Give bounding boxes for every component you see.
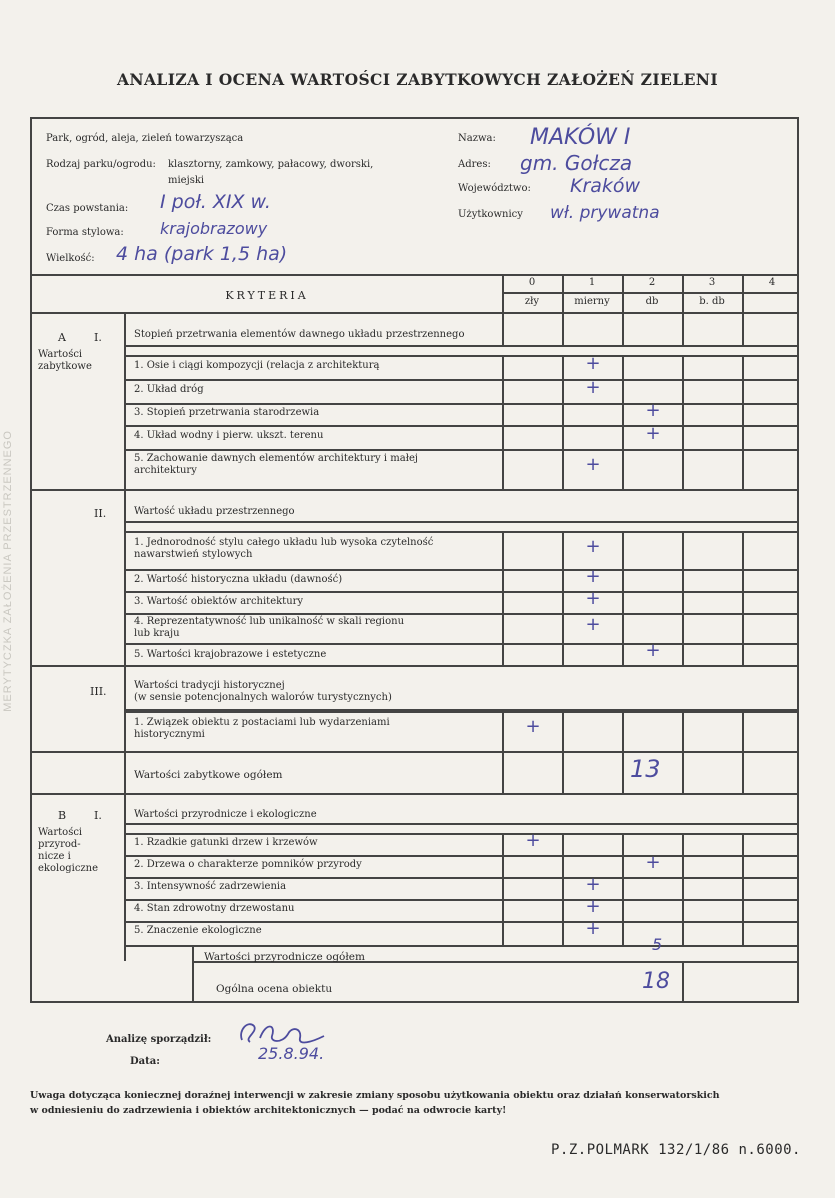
criterion-text: 5. Wartości krajobrazowe i estetyczne — [134, 649, 327, 660]
total-b-label: Wartości przyrodnicze ogółem — [204, 951, 365, 963]
score-mark: + — [585, 614, 601, 635]
score-label-0: zły — [524, 296, 540, 307]
row-rule — [124, 569, 799, 571]
row-rule — [32, 489, 799, 491]
column-rule — [622, 711, 624, 793]
section-b-roman: I. — [94, 809, 102, 822]
criterion-text: 4. Układ wodny i pierw. ukszt. terenu — [134, 430, 324, 441]
score-mark: + — [585, 353, 601, 374]
total-a-value: 13 — [630, 755, 661, 783]
group-a1-heading: Stopień przetrwania elementów dawnego układu przestrzennego — [134, 329, 465, 340]
style-value: krajobrazowy — [160, 219, 268, 238]
score-mark: + — [645, 400, 661, 421]
score-mark: + — [525, 716, 541, 737]
row-rule — [124, 711, 799, 713]
row-rule — [124, 877, 799, 879]
criterion-text: 3. Intensywność zadrzewienia — [134, 881, 287, 892]
score-mark: + — [585, 896, 601, 917]
score-num-0: 0 — [528, 277, 536, 288]
column-rule — [622, 833, 624, 945]
criterion-text: 5. Zachowanie dawnych elementów architektury i małej architektury — [134, 453, 418, 476]
header-divider — [32, 274, 799, 276]
column-rule — [192, 945, 194, 1003]
criterion-text: 5. Znaczenie ekologiczne — [134, 925, 262, 936]
column-rule — [562, 833, 564, 945]
note-line-1: Uwaga dotycząca koniecznej doraźnej interwencji w zakresie zmiany sposobu użytkowania obiektu oraz działań konserwatorskich — [30, 1090, 720, 1101]
criteria-heading: KRYTERIA — [225, 289, 309, 302]
side-watermark-text: MERYTYCZKA ZAŁOŻENIA PRZESTRZENNEGO — [2, 430, 14, 712]
score-num-3: 3 — [708, 277, 716, 288]
row-rule — [124, 613, 799, 615]
size-value: 4 ha (park 1,5 ha) — [116, 243, 288, 265]
column-rule — [502, 711, 504, 793]
section-b-name: Wartości przyrod- nicze i ekologiczne — [38, 827, 99, 874]
date-label: Data: — [130, 1056, 160, 1067]
column-rule — [502, 833, 504, 945]
section-a-code: A — [58, 331, 66, 344]
criterion-text: 1. Związek obiektu z postaciami lub wydarzeniami historycznymi — [134, 717, 390, 740]
row-rule — [124, 643, 799, 645]
column-rule — [502, 531, 504, 665]
column-rule — [742, 531, 744, 665]
column-rule — [124, 312, 126, 961]
criteria-header-bottom — [32, 312, 799, 314]
type-label: Rodzaj parku/ogrodu: — [46, 159, 156, 170]
prepared-label: Analizę sporządził: — [106, 1034, 212, 1045]
period-value: I poł. XIX w. — [160, 191, 271, 213]
row-rule — [124, 531, 799, 533]
park-label: Park, ogród, aleja, zieleń towarzysząca — [46, 133, 244, 144]
criterion-text: 2. Drzewa o charakterze pomników przyrody — [134, 859, 362, 870]
total-b-value: 5 — [652, 935, 663, 954]
score-mark: + — [585, 588, 601, 609]
print-code: P.Z.POLMARK 132/1/86 n.6000. — [550, 1142, 801, 1158]
address-label: Adres: — [458, 159, 491, 170]
score-mark: + — [525, 830, 541, 851]
score-num-4: 4 — [768, 277, 776, 288]
users-value: wł. prywatna — [550, 203, 660, 223]
group-b1-heading: Wartości przyrodnicze i ekologiczne — [134, 809, 317, 820]
row-rule — [124, 591, 799, 593]
row-rule — [124, 521, 799, 523]
criterion-text: 3. Stopień przetrwania starodrzewia — [134, 407, 320, 418]
section-b-code: B — [58, 809, 67, 822]
column-rule — [682, 751, 684, 793]
group-a3-heading: Wartości tradycji historycznej (w sensie potencjonalnych walorów turystycznych) — [134, 680, 392, 703]
column-rule — [562, 711, 564, 793]
column-rule — [742, 711, 744, 793]
document-title: ANALIZA I OCENA WARTOŚCI ZABYTKOWYCH ZAŁOŻEŃ ZIELENI — [116, 70, 718, 89]
score-label-2: db — [645, 296, 659, 307]
row-rule — [32, 751, 799, 753]
note-line-2: w odniesieniu do zadrzewienia i obiektów architektonicznych — podać na odwrocie karty! — [30, 1105, 507, 1116]
section-a-roman: I. — [94, 331, 102, 344]
column-rule — [682, 961, 684, 1003]
column-rule — [622, 355, 624, 489]
row-rule — [32, 793, 799, 795]
score-header-divider — [502, 292, 799, 294]
date-value: 25.8.94. — [258, 1044, 325, 1063]
row-rule — [32, 665, 799, 667]
column-rule — [562, 531, 564, 665]
row-rule — [124, 899, 799, 901]
row-rule — [124, 379, 799, 381]
voivodeship-label: Województwo: — [458, 183, 531, 194]
type-options-1: klasztorny, zamkowy, pałacowy, dworski, — [168, 159, 374, 170]
score-num-1: 1 — [588, 277, 596, 288]
score-mark: + — [645, 423, 661, 444]
column-rule — [682, 531, 684, 665]
criterion-text: 1. Jednorodność stylu całego układu lub wysoka czytelność nawarstwień stylowych — [134, 537, 434, 560]
score-mark: + — [645, 640, 661, 661]
score-label-1: mierny — [574, 296, 610, 307]
score-mark: + — [585, 874, 601, 895]
row-rule — [124, 355, 799, 357]
section-a-ii: II. — [94, 507, 107, 520]
name-value: MAKÓW I — [530, 125, 631, 150]
type-options-2: miejski — [168, 175, 205, 186]
column-rule — [562, 355, 564, 489]
criterion-text: 2. Układ dróg — [134, 384, 204, 395]
criterion-text: 4. Reprezentatywność lub unikalność w skali regionu lub kraju — [134, 616, 405, 639]
column-rule — [502, 355, 504, 489]
name-label: Nazwa: — [458, 133, 496, 144]
row-rule — [124, 855, 799, 857]
criterion-text: 4. Stan zdrowotny drzewostanu — [134, 903, 295, 914]
row-rule — [124, 709, 799, 711]
score-mark: + — [585, 536, 601, 557]
row-rule — [124, 945, 799, 947]
overall-value: 18 — [642, 969, 670, 994]
row-rule — [124, 403, 799, 405]
row-rule — [124, 823, 799, 825]
criterion-text: 1. Osie i ciągi kompozycji (relacja z architekturą — [134, 360, 380, 371]
size-label: Wielkość: — [46, 253, 95, 264]
column-rule — [682, 833, 684, 945]
score-mark: + — [585, 918, 601, 939]
column-rule — [742, 833, 744, 945]
overall-label: Ogólna ocena obiektu — [216, 983, 333, 995]
score-mark: + — [585, 377, 601, 398]
score-mark: + — [585, 566, 601, 587]
group-a2-heading: Wartość układu przestrzennego — [134, 506, 295, 517]
total-a-label: Wartości zabytkowe ogółem — [134, 769, 283, 781]
score-label-3: b. db — [699, 296, 725, 307]
column-rule — [682, 355, 684, 489]
address-value: gm. Gołcza — [520, 151, 633, 175]
section-a-name: Wartości zabytkowe — [38, 349, 92, 372]
voivodeship-value: Kraków — [570, 175, 641, 197]
row-rule — [124, 921, 799, 923]
score-num-2: 2 — [648, 277, 656, 288]
evaluation-form — [30, 117, 799, 1003]
users-label: Użytkownicy — [458, 209, 523, 220]
row-rule — [124, 345, 799, 347]
criterion-text: 1. Rzadkie gatunki drzew i krzewów — [134, 837, 318, 848]
score-mark: + — [645, 852, 661, 873]
criterion-text: 2. Wartość historyczna układu (dawność) — [134, 574, 343, 585]
row-rule — [124, 449, 799, 451]
period-label: Czas powstania: — [46, 203, 129, 214]
column-rule — [622, 531, 624, 665]
criterion-text: 3. Wartość obiektów architektury — [134, 596, 304, 607]
row-rule — [124, 833, 799, 835]
column-rule — [742, 355, 744, 489]
row-rule — [124, 425, 799, 427]
section-a-iii: III. — [90, 685, 107, 698]
score-mark: + — [585, 454, 601, 475]
style-label: Forma stylowa: — [46, 227, 124, 238]
